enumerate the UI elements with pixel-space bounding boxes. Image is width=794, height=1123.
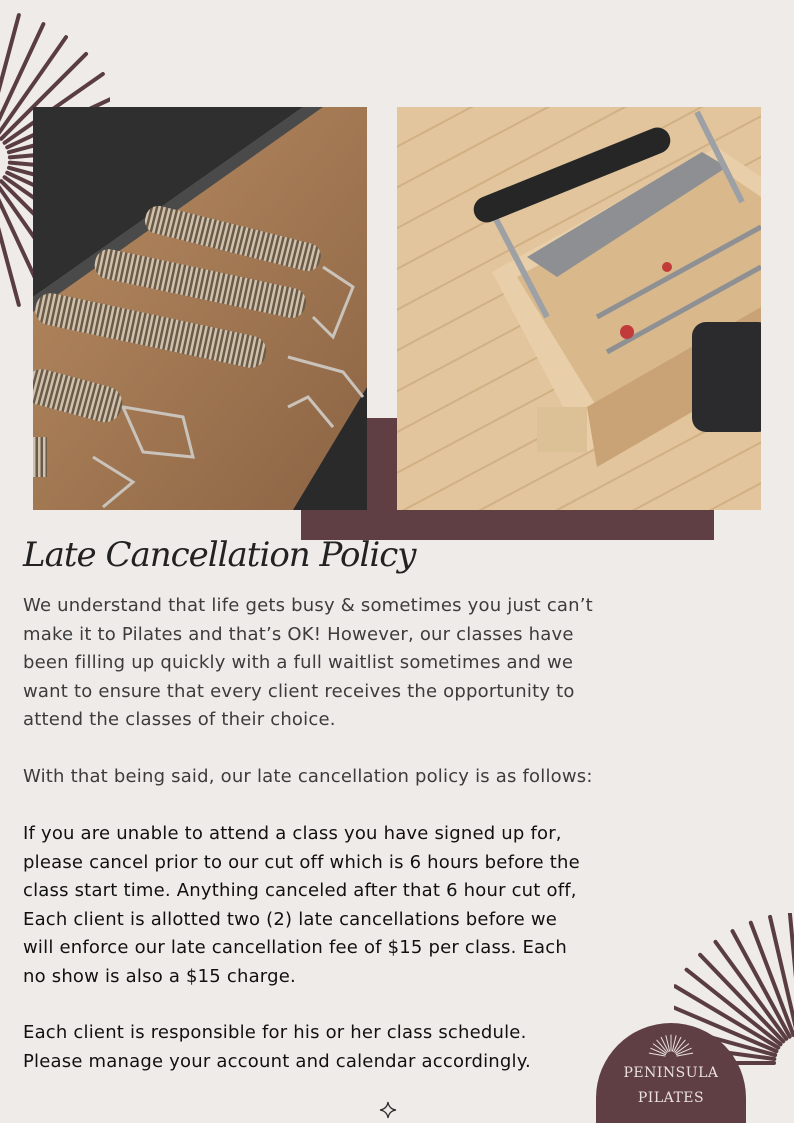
- sunburst-icon: [646, 1031, 696, 1057]
- closing-line: Please manage your account and calendar accordingly.: [23, 1050, 531, 1072]
- lead-line: With that being said, our late cancellation policy is as follows:: [23, 766, 593, 787]
- lead-paragraph: [23, 763, 593, 792]
- page-title: Late Cancellation Policy: [23, 535, 416, 575]
- policy-line: no show is also a $15 charge.: [23, 965, 296, 987]
- intro-paragraph: [23, 592, 593, 735]
- intro-line: want to ensure that every client receives the opportunity to: [23, 680, 575, 702]
- policy-line: Each client is allotted two (2) late cancellations before we: [23, 908, 558, 930]
- policy-line: please cancel prior to our cut off which is 6 hours before the: [23, 851, 580, 873]
- intro-line: attend the classes of their choice.: [23, 709, 336, 731]
- logo-text-line1: PENINSULA: [623, 1065, 719, 1081]
- policy-paragraph: [23, 820, 580, 992]
- policy-line: class start time. Anything canceled after that 6 hour cut off,: [23, 880, 577, 902]
- policy-line: will enforce our late cancellation fee of $15 per class. Each: [23, 937, 567, 959]
- policy-line: If you are unable to attend a class you have signed up for,: [23, 823, 562, 844]
- logo-text-line2: PILATES: [637, 1090, 705, 1106]
- sparkle-icon: [379, 1101, 397, 1119]
- photo-reformer-springs: [33, 107, 367, 510]
- intro-line: make it to Pilates and that’s OK! However, our classes have: [23, 623, 574, 645]
- intro-line: been filling up quickly with a full waitlist sometimes and we: [23, 652, 574, 674]
- intro-line: We understand that life gets busy & sometimes you just can’t: [23, 595, 593, 616]
- photo-reformer-machine: [397, 107, 761, 510]
- closing-line: Each client is responsible for his or her class schedule.: [23, 1022, 527, 1043]
- closing-paragraph: [23, 1019, 531, 1076]
